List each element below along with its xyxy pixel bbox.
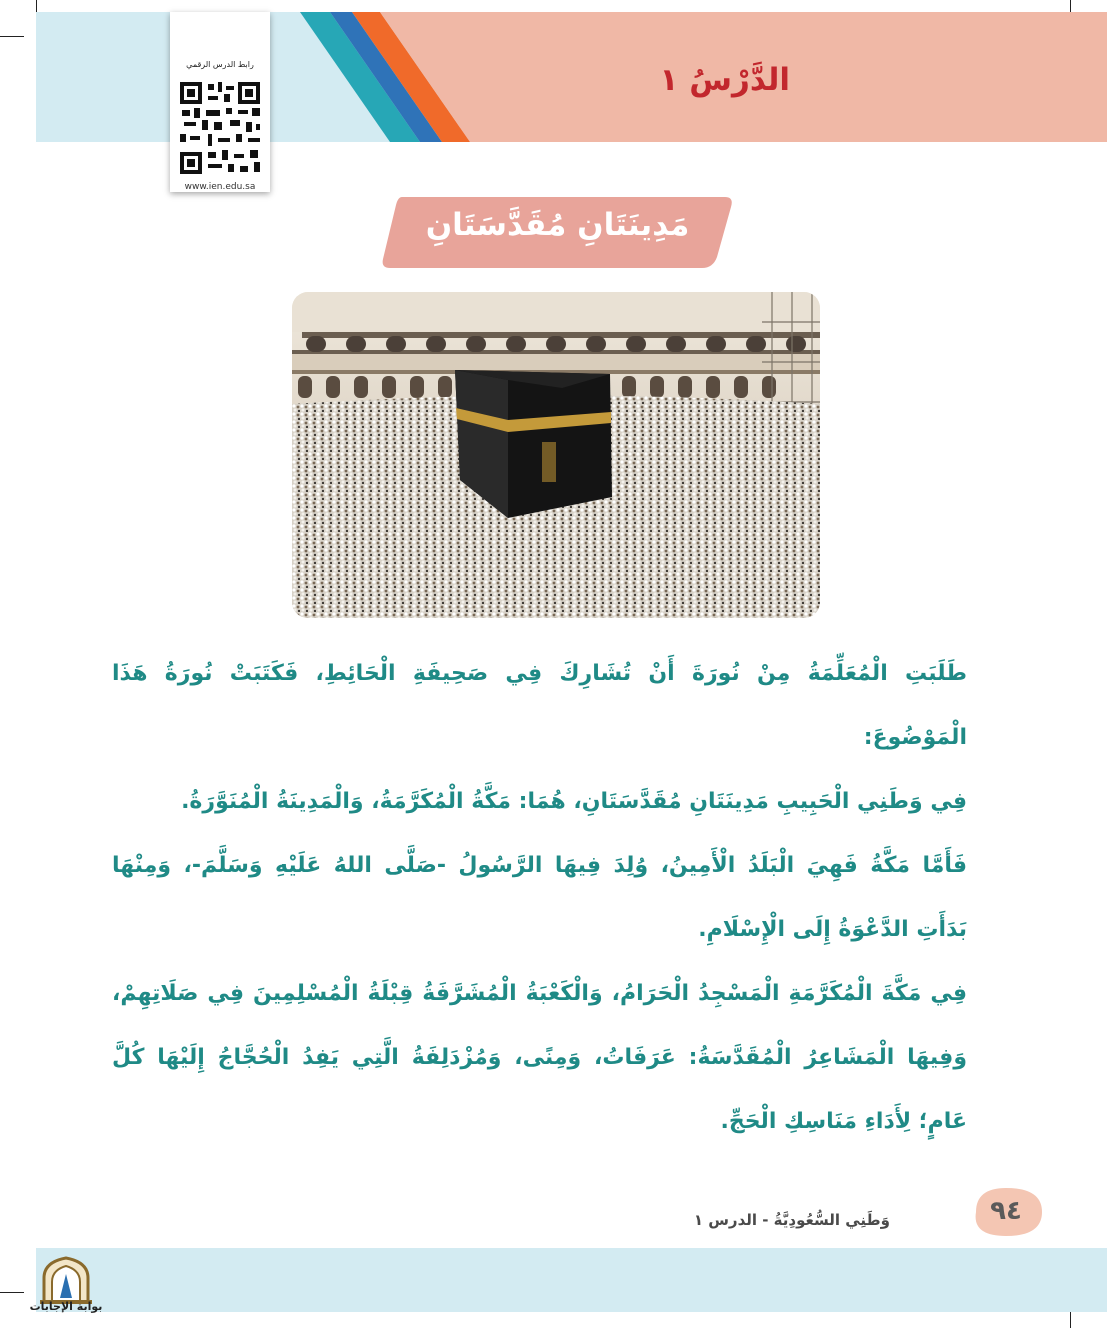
footer-caption: وَطَنِي السُّعُودِيَّةُ - الدرس ١ (693, 1211, 890, 1229)
paragraph-holy-sites: فِي مَكَّةَ الْمُكَرَّمَةِ الْمَسْجِدُ الْحَرَامُ، وَالْكَعْبَةُ الْمُشَرَّفَةُ قِبْلَةُ الْمُسْلِمِينَ فِي صَلَاتِهِمْ، وَفِيهَا الْمَشَاعِرُ الْمُقَدَّسَةُ: عَرَفَاتُ، وَمِنًى، وَمُزْدَلِفَةُ الَّتِي يَفِدُ الْحُجَّاجُ إِلَيْهَا كُلَّ عَامٍ؛ لِأَدَاءِ مَنَاسِكِ الْحَجِّ. (112, 981, 967, 1134)
paragraph-makkah: فَأَمَّا مَكَّةُ فَهِيَ الْبَلَدُ الْأَمِينُ، وُلِدَ فِيهَا الرَّسُولُ -صَلَّى اللهُ عَلَيْهِ وَسَلَّمَ-، وَمِنْهَا بَدَأَتِ الدَّعْوَةُ إِلَى الْإِسْلَامِ. (112, 853, 967, 942)
paragraph-two-cities: فِي وَطَنِي الْحَبِيبِ مَدِينَتَانِ مُقَدَّسَتَانِ، هُمَا: مَكَّةُ الْمُكَرَّمَةُ، وَالْمَدِينَةُ الْمُنَوَّرَةُ. (181, 789, 967, 814)
kaaba-photo (292, 292, 820, 618)
qr-label: رابط الدرس الرقمي (186, 60, 254, 69)
page-number: ٩٤ (990, 1196, 1022, 1226)
lesson-title: الدَّرْسُ ١ (659, 62, 790, 98)
crop-mark (0, 36, 24, 37)
qr-code-icon[interactable] (178, 80, 262, 176)
qr-url[interactable]: www.ien.edu.sa (184, 182, 256, 192)
paragraph-intro: طَلَبَتِ الْمُعَلِّمَةُ مِنْ نُورَةَ أَنْ تُشَارِكَ فِي صَحِيفَةِ الْحَائِطِ، فَكَتَبَتْ نُورَةُ هَذَا الْمَوْضُوعَ: (112, 661, 967, 750)
page-title: مَدِينَتَانِ مُقَدَّسَتَانِ (425, 207, 690, 243)
header-stripes (290, 12, 490, 142)
answers-gateway-logo[interactable] (34, 1254, 98, 1324)
logo-label: بوابة الإجابات (29, 1300, 103, 1313)
qr-card[interactable] (170, 12, 270, 192)
footer-band (36, 1248, 1107, 1312)
crop-mark (0, 1292, 24, 1293)
